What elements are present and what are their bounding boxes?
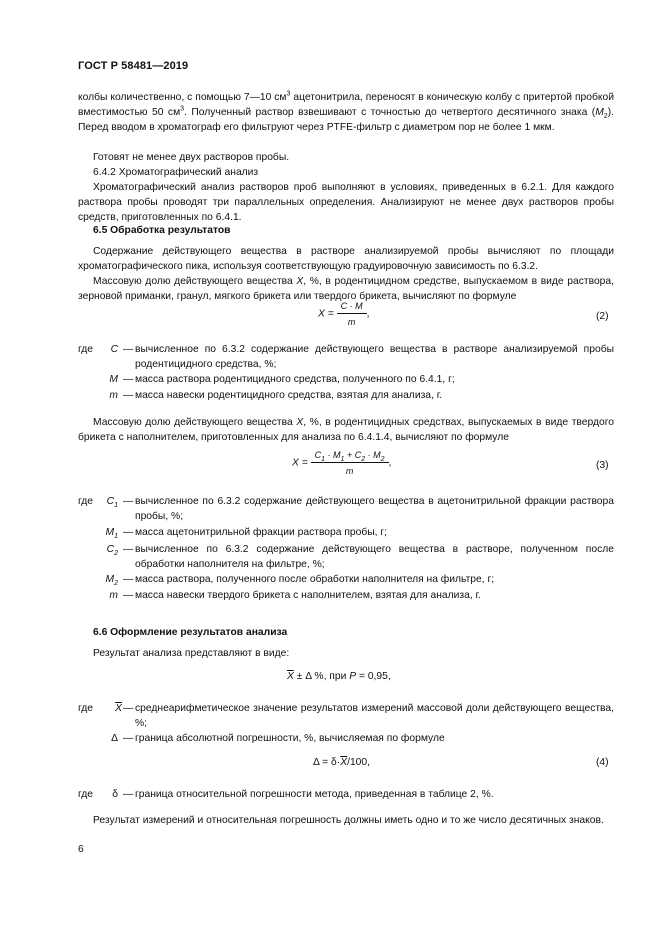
- symbol-subscript: 2: [114, 580, 118, 588]
- formula-lhs: X =: [292, 457, 308, 469]
- where-symbol: [78, 572, 118, 587]
- where-label: где: [78, 789, 94, 800]
- text-run: /100,: [347, 757, 370, 768]
- paragraph-content-calc: Содержание действующего вещества в растворе анализируемой пробы вычисляют по площади хроматографического пика, используя соответствующую градуировочную зависимость по 6.3.2.: [78, 246, 614, 272]
- where-description: вычисленное по 6.3.2 содержание действующего вещества в ацетонитрильной фракции раствора пробы, %;: [135, 496, 614, 522]
- x-bar: $\overline{X}$: [287, 671, 294, 682]
- paragraph-sample-prep: [78, 90, 614, 135]
- formula-lhs: X =: [318, 308, 334, 320]
- text-run: , %, в родентицидных средствах, выпускаемых в виде твердого брикета с наполнителем, приготовленных для анализа по 6.4.1.4, вычисляют по формуле: [78, 417, 614, 443]
- section-heading-6-4-2: 6.4.2 Хроматографический анализ: [93, 167, 259, 178]
- where-description-xbar: среднеарифметическое значение результатов измерений массовой доли действующего вещества, %;: [135, 703, 614, 729]
- formula-number-2: (2): [596, 311, 609, 322]
- where-description-small-delta: граница относительной погрешности метода, приведенная в таблице 2, %.: [135, 789, 494, 800]
- numerator: C · M: [337, 301, 367, 314]
- where-description-delta: граница абсолютной погрешности, %, вычисляемая по формуле: [135, 733, 445, 744]
- where-symbol: [78, 372, 118, 387]
- where-dash: —: [123, 374, 134, 385]
- where-description: вычисленное по 6.3.2 содержание действующего вещества в растворе, полученном после обработки наполнителя на фильтре, %;: [135, 544, 614, 570]
- where-dash: —: [123, 544, 134, 555]
- section-heading-6-6: 6.6 Оформление результатов анализа: [93, 627, 288, 638]
- subscript: 2: [603, 113, 608, 121]
- symbol-letter: m: [109, 590, 118, 601]
- numerator-c1: $C_1 \cdot M_1 + C_2 \cdot M_2$: [314, 450, 385, 463]
- where-symbol: [78, 388, 118, 403]
- x-bar: $\overline{X}$: [340, 757, 348, 768]
- superscript: 3: [180, 105, 185, 113]
- where-dash: —: [123, 527, 134, 538]
- formula-2: [318, 301, 370, 327]
- where-description: масса раствора, полученного после обработки наполнителя на фильтре, г;: [135, 574, 495, 585]
- symbol-subscript: 1: [114, 533, 118, 541]
- where-dash: —: [123, 789, 134, 800]
- where-dash: —: [123, 590, 134, 601]
- where-dash: —: [123, 390, 134, 401]
- text-run: колбы количественно, с помощью 7—10 см: [78, 92, 287, 103]
- fraction: [337, 301, 367, 327]
- where-description: масса ацетонитрильной фракции раствора пробы, г;: [135, 527, 388, 538]
- text-run: ацетонитрила, переносят в коническую колбу с притертой пробкой вместимостью 50 см: [78, 92, 614, 118]
- text-run: = 0,95,: [356, 671, 391, 682]
- section-heading-6-5: 6.5 Обработка результатов: [93, 225, 231, 236]
- where-dash: —: [123, 496, 134, 507]
- symbol-subscript: 2: [114, 550, 118, 558]
- text-run: ± Δ %, при: [293, 671, 350, 682]
- where-symbol: [78, 494, 118, 509]
- numerator: [311, 450, 389, 463]
- paragraph-mass-fraction-filler: [78, 415, 614, 445]
- paragraph-decimal-places: Результат измерений и относительная погрешность должны иметь одно и то же число десятичных знаков.: [93, 815, 604, 826]
- where-symbol: [78, 588, 118, 603]
- where-label: где: [78, 344, 94, 355]
- symbol-letter: C: [110, 344, 118, 355]
- text-run: Массовую долю действующего вещества: [93, 276, 297, 287]
- where-symbol: [78, 542, 118, 557]
- result-expression: [287, 671, 391, 682]
- where-label: где: [78, 703, 94, 714]
- symbol-letter: M: [105, 527, 115, 538]
- paragraph-two-solutions: Готовят не менее двух растворов пробы.: [93, 152, 290, 163]
- superscript: 3: [286, 90, 291, 98]
- symbol-letter: M: [109, 374, 118, 385]
- where-label: где: [78, 496, 94, 507]
- document-header: ГОСТ Р 58481—2019: [78, 60, 189, 72]
- where-symbol-xbar: [82, 701, 122, 716]
- formula-4: [313, 757, 370, 768]
- where-dash: —: [123, 703, 134, 714]
- paragraph-mass-fraction: [78, 274, 614, 304]
- symbol-subscript: 1: [114, 502, 118, 510]
- formula-3: [292, 450, 391, 476]
- formula-tail: ,: [366, 308, 370, 320]
- where-description: масса раствора родентицидного средства, полученного по 6.4.1, г;: [135, 374, 455, 385]
- text-run: . Полученный раствор взвешивают с точностью до четвертого десятичного знака (: [184, 107, 596, 118]
- formula-number-4: (4): [596, 757, 609, 768]
- formula-tail: ,: [388, 457, 392, 469]
- text-run: Δ = δ·: [313, 757, 341, 768]
- x-bar: $\overline{X}$: [115, 703, 122, 714]
- symbol-letter: m: [109, 390, 118, 401]
- variable: M: [595, 107, 604, 118]
- where-symbol: [78, 525, 118, 540]
- symbol-letter: C: [106, 544, 115, 555]
- where-symbol: [78, 342, 118, 357]
- where-description: вычисленное по 6.3.2 содержание действующего вещества в растворе анализируемой пробы родентицидного средства, %;: [135, 344, 614, 370]
- variable: X: [296, 417, 304, 428]
- fraction: [311, 450, 389, 476]
- symbol-letter: M: [105, 574, 115, 585]
- paragraph-chromatography: Хроматографический анализ растворов проб выполняют в условиях, приведенных в 6.2.1. Для каждого раствора пробы проводят три параллельных определения. Анализируют не менее двух растворов пробы средств, приготовленных по 6.4.1.: [78, 182, 614, 223]
- where-symbol-delta: Δ: [111, 733, 118, 744]
- page-number: 6: [78, 844, 84, 855]
- variable: X: [296, 276, 304, 287]
- where-description: масса навески родентицидного средства, взятая для анализа, г.: [135, 390, 443, 401]
- where-description: масса навески твердого брикета с наполнителем, взятая для анализа, г.: [135, 590, 481, 601]
- where-dash: —: [123, 344, 134, 355]
- denominator: m: [345, 466, 354, 476]
- where-dash: —: [123, 574, 134, 585]
- paragraph-result-form: Результат анализа представляют в виде:: [93, 648, 290, 659]
- where-dash: —: [123, 733, 134, 744]
- text-run: ). Перед вводом в хроматограф его фильтруют через PTFE-фильтр с диаметром пор не более 1 мкм.: [78, 107, 614, 133]
- text-run: Массовую долю действующего вещества: [93, 417, 297, 428]
- formula-number-3: (3): [596, 460, 609, 471]
- variable: P: [349, 671, 357, 682]
- where-symbol-small-delta: δ: [112, 789, 118, 800]
- denominator: m: [347, 317, 356, 327]
- text-run: , %, в родентицидном средстве, выпускаемом в виде раствора, зерновой приманки, гранул, мягкого брикета или твердого брикета, вычисляют по формуле: [78, 276, 615, 302]
- symbol-letter: C: [106, 496, 115, 507]
